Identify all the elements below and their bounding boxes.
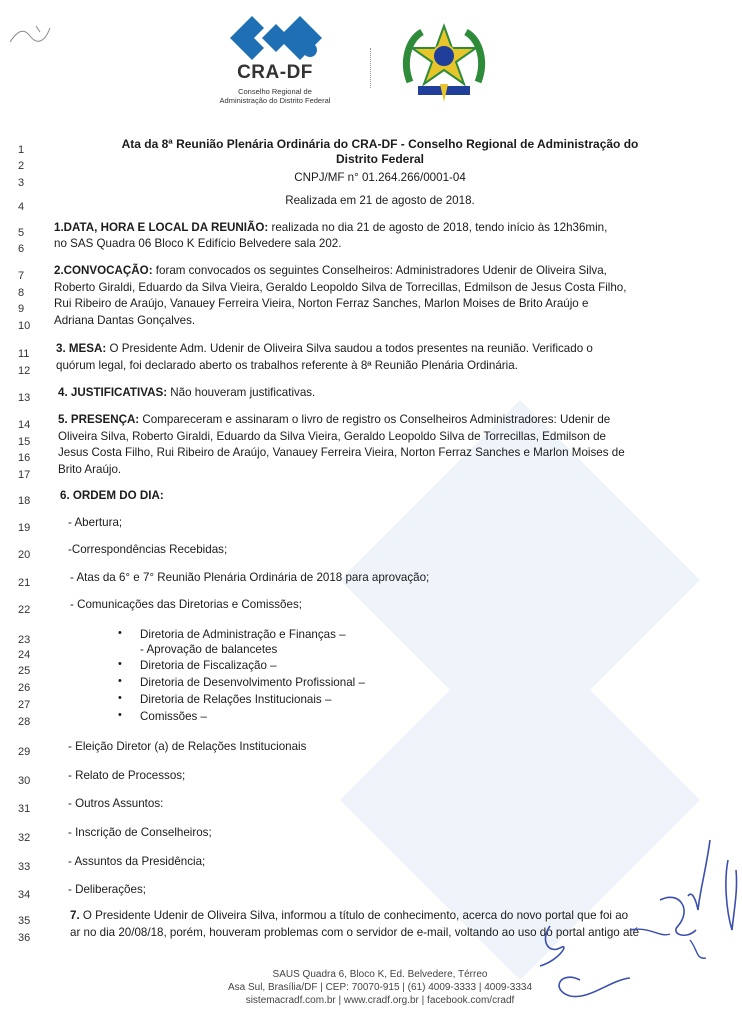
section-5-line-4: Brito Araújo. (58, 463, 122, 476)
section-2-line-3: Rui Ribeiro de Araújo, Vanauey Ferreira Vieira, Norton Ferraz Sanches, Marlon Moises de Brito Araújo e (54, 297, 589, 310)
section-5-line-1 (58, 412, 610, 427)
section-7-heading: 7. (70, 909, 80, 922)
section-4-line-1 (58, 385, 315, 400)
line-number: 3 (18, 177, 25, 189)
section-2-line-4: Adriana Dantas Gonçalves. (54, 314, 196, 327)
agenda-item: - Inscrição de Conselheiros; (68, 826, 212, 839)
document-title: Ata da 8ª Reunião Plenária Ordinária do CRA-DF - Conselho Regional de Administração do (121, 137, 639, 151)
agenda-subitem: Comissões – (140, 710, 208, 723)
agenda-item: - Outros Assuntos: (68, 797, 164, 810)
section-3-text: O Presidente Adm. Udenir de Oliveira Silva saudou a todos presentes na reunião. Verificado o (106, 342, 593, 355)
line-number: 31 (18, 803, 31, 815)
section-2-text: foram convocados os seguintes Conselheiros: Administradores Udenir de Oliveira Silva, (152, 264, 607, 277)
section-5-text: Compareceram e assinaram o livro de registro os Conselheiros Administradores: Udenir de (139, 413, 611, 426)
line-number: 12 (18, 365, 31, 377)
bullet-icon: • (118, 658, 122, 670)
section-5-heading: 5. PRESENÇA: (58, 413, 140, 426)
line-number: 35 (18, 915, 31, 927)
section-3-line-1 (56, 341, 593, 356)
line-number: 18 (18, 495, 31, 507)
footer-line-3: sistemacradf.com.br | www.cradf.org.br | facebook.com/cradf (245, 995, 515, 1006)
letterhead (0, 0, 742, 120)
handwritten-mark-icon (6, 20, 66, 50)
footer-line-1: SAUS Quadra 6, Bloco K, Ed. Belvedere, Térreo (272, 969, 488, 980)
brazil-coat-of-arms-icon (400, 22, 488, 104)
document-title-line-2: Distrito Federal (335, 152, 425, 166)
line-number: 27 (18, 699, 31, 711)
section-1-line-1 (54, 220, 607, 235)
line-number: 2 (18, 160, 25, 172)
section-4-text: Não houveram justificativas. (167, 386, 316, 399)
section-1-line-2: no SAS Quadra 06 Bloco K Edifício Belvedere sala 202. (54, 237, 342, 250)
bullet-icon: • (118, 675, 122, 687)
line-number: 9 (18, 303, 25, 315)
line-number: 10 (18, 320, 31, 332)
meeting-date: Realizada em 21 de agosto de 2018. (285, 194, 475, 207)
agenda-subitem: Diretoria de Fiscalização – (140, 659, 277, 672)
line-number: 28 (18, 716, 31, 728)
line-number: 33 (18, 861, 31, 873)
section-2-heading: 2.CONVOCAÇÃO: (54, 264, 153, 277)
line-number: 36 (18, 932, 31, 944)
line-number: 34 (18, 889, 31, 901)
line-number: 22 (18, 604, 31, 616)
line-number: 11 (18, 348, 30, 360)
line-number: 16 (18, 452, 31, 464)
agenda-subitem: Diretoria de Relações Institucionais – (140, 693, 332, 706)
line-number: 4 (18, 201, 25, 213)
agenda-item: - Relato de Processos; (68, 769, 186, 782)
agenda-subitem: - Aprovação de balancetes (140, 643, 278, 656)
agenda-subitem: Diretoria de Administração e Finanças – (140, 628, 346, 641)
line-number: 14 (18, 419, 31, 431)
bullet-icon: • (118, 692, 122, 704)
agenda-item: - Deliberações; (68, 883, 146, 896)
brand-subtitle-line-2: Administração do Distrito Federal (219, 96, 331, 105)
line-number: 24 (18, 649, 31, 661)
section-2-line-2: Roberto Giraldi, Eduardo da Silva Vieira, Geraldo Leopoldo Silva de Torrecillas, Edmilson de Jesus Costa Filho, (54, 281, 627, 294)
agenda-item: - Comunicações das Diretorias e Comissões; (70, 598, 302, 611)
line-number: 15 (18, 436, 31, 448)
brand-subtitle (200, 87, 350, 105)
line-number: 25 (18, 665, 31, 677)
line-number: 19 (18, 522, 31, 534)
line-number: 26 (18, 682, 31, 694)
section-5-line-2: Oliveira Silva, Roberto Giraldi, Eduardo da Silva Vieira, Geraldo Leopoldo Silva de Torrecillas, Edmilson de (58, 430, 606, 443)
line-number: 1 (18, 144, 25, 156)
agenda-item: - Eleição Diretor (a) de Relações Institucionais (68, 740, 307, 753)
section-5-line-3: Jesus Costa Filho, Rui Ribeiro de Araújo, Vanauey Ferreira Vieira, Norton Ferraz Sanches e Marlon Moises de (58, 446, 625, 459)
bullet-icon: • (118, 709, 122, 721)
agenda-subitem: Diretoria de Desenvolvimento Profissional – (140, 676, 365, 689)
line-number: 8 (18, 287, 25, 299)
section-4-heading: 4. JUSTIFICATIVAS: (58, 386, 168, 399)
line-number: 17 (18, 469, 31, 481)
section-1-text: realizada no dia 21 de agosto de 2018, tendo início às 12h36min, (268, 221, 608, 234)
footer-line-2: Asa Sul, Brasília/DF | CEP: 70070-915 | (61) 4009-3333 | 4009-3334 (227, 982, 533, 993)
line-number: 23 (18, 634, 31, 646)
line-number: 30 (18, 775, 31, 787)
agenda-item: - Assuntos da Presidência; (68, 855, 206, 868)
section-3-heading: 3. MESA: (56, 342, 107, 355)
line-number: 21 (18, 577, 31, 589)
brand-subtitle-line-1: Conselho Regional de (238, 87, 312, 96)
line-number: 29 (18, 746, 31, 758)
section-7-line-2: ar no dia 20/08/18, porém, houveram problemas com o servidor de e-mail, voltando ao uso do portal antigo até (70, 926, 640, 939)
agenda-item: - Atas da 6° e 7° Reunião Plenária Ordinária de 2018 para aprovação; (70, 571, 430, 584)
agenda-item: - Abertura; (68, 516, 123, 529)
cnpj: CNPJ/MF n° 01.264.266/0001-04 (294, 171, 466, 184)
line-number: 20 (18, 549, 31, 561)
cra-df-logo-icon (228, 14, 324, 62)
section-7-text: O Presidente Udenir de Oliveira Silva, informou a título de conhecimento, acerca do novo portal que foi ao (79, 909, 629, 922)
line-number: 32 (18, 832, 31, 844)
header-separator (370, 48, 373, 88)
line-number: 7 (18, 270, 25, 282)
handwritten-signatures-icon (520, 830, 742, 1020)
agenda-item: -Correspondências Recebidas; (68, 543, 228, 556)
line-number: 13 (18, 392, 31, 404)
line-number: 6 (18, 243, 25, 255)
bullet-icon: • (118, 627, 122, 639)
section-3-line-2: quórum legal, foi declarado aberto os trabalhos referente à 8ª Reunião Plenária Ordinária. (56, 359, 518, 372)
brand-name: CRA-DF (237, 62, 313, 83)
section-2-line-1 (54, 263, 607, 278)
section-6-heading: 6. ORDEM DO DIA: (60, 489, 164, 502)
line-number: 5 (18, 227, 25, 239)
section-1-heading: 1.DATA, HORA E LOCAL DA REUNIÃO: (54, 221, 269, 234)
